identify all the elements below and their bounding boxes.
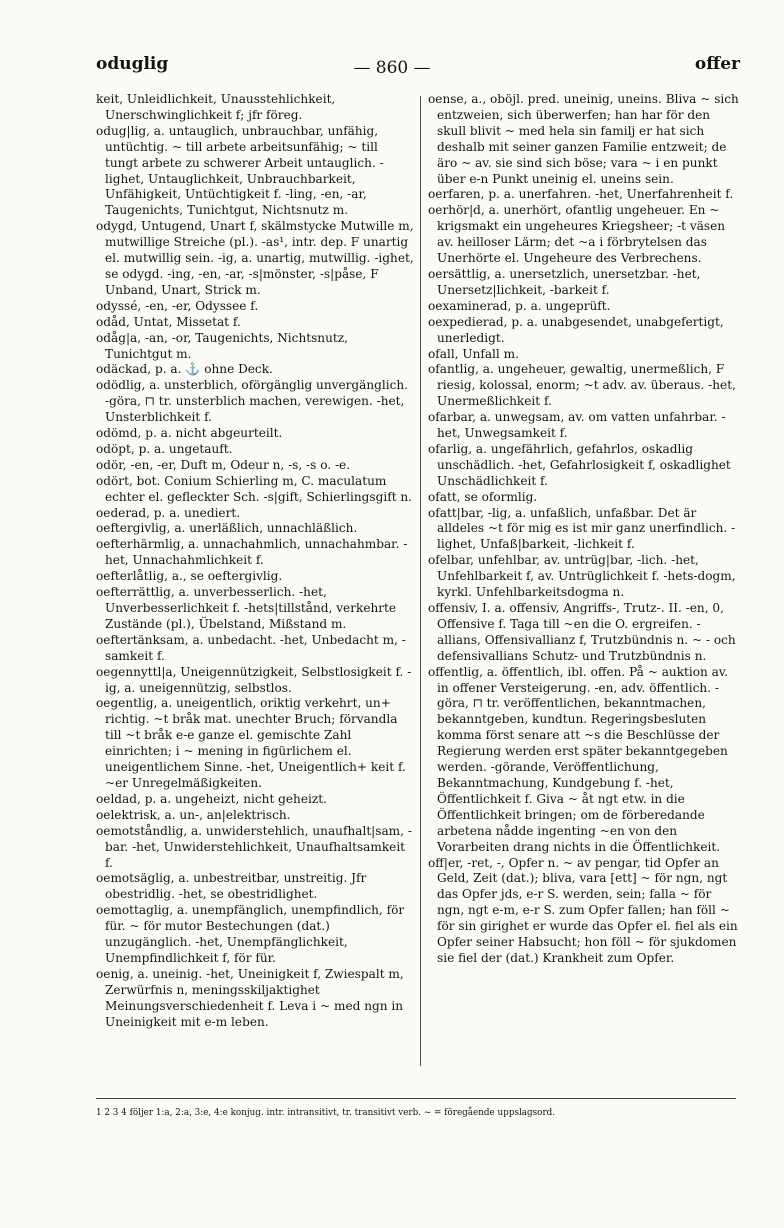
dictionary-entry: odöpt, p. a. ungetauft.	[96, 441, 233, 456]
dictionary-entry: oexaminerad, p. a. ungeprüft.	[428, 298, 611, 313]
dictionary-entry: odåd, Untat, Missetat f.	[96, 314, 241, 329]
dictionary-entry: ofatt|bar, -lig, a. unfaßlich, unfaßbar. Det är alldeles ~t för mig es ist mir ganz unerfindlich. -lighet, Unfaß|barkeit, -lichkeit f.	[428, 505, 736, 552]
dictionary-entry: oersättlig, a. unersetzlich, unersetzbar. -het, Unersetz|lichkeit, -barkeit f.	[428, 266, 701, 297]
dictionary-entry: ofarbar, a. unwegsam, av. om vatten unfahrbar. -het, Unwegsamkeit f.	[428, 410, 726, 441]
dictionary-entry: odåg|a, -an, -or, Taugenichts, Nichtsnutz, Tunichtgut m.	[96, 330, 348, 361]
dictionary-entry: oeldad, p. a. ungeheizt, nicht geheizt.	[96, 791, 327, 806]
dictionary-entry: ofelbar, unfehlbar, av. untrüg|bar, -lich. -het, Unfehlbarkeit f, av. Untrüglichkeit f. -hets-dogm, kyrkl. Unfehlbarkeitsdogma n.	[428, 553, 736, 600]
dictionary-entry: odört, bot. Conium Schierling m, C. maculatum echter el. gefleckter Sch. -s|gift, Schierlingsgift n.	[96, 473, 413, 504]
dictionary-entry: oefterrättlig, a. unverbesserlich. -het, Unverbesserlichkeit f. -hets|tillstånd, verkehrte Zustände (pl.), Übelstand, Mißstand m.	[96, 585, 397, 631]
dictionary-entry: ofall, Unfall m.	[428, 346, 519, 361]
dictionary-entry: oelektrisk, a. un-, an|elektrisch.	[96, 807, 291, 822]
dictionary-entry: ofantlig, a. ungeheuer, gewaltig, unermeßlich, F riesig, kolossal, enorm; ~t adv. av. überaus. -het, Unermeßlichkeit f.	[428, 362, 736, 409]
dictionary-entry: oegennyttl|a, Uneigennützigkeit, Selbstlosigkeit f. -ig, a. uneigennützig, selbstlos.	[96, 664, 412, 695]
dictionary-entry: oeftertänksam, a. unbedacht. -het, Unbedacht m, -samkeit f.	[96, 632, 406, 663]
dictionary-entry: keit, Unleidlichkeit, Unausstehlichkeit, Unerschwinglichkeit f; jfr föreg.	[96, 92, 336, 122]
dictionary-entry: offensiv, I. a. offensiv, Angriffs-, Trutz-. II. -en, 0, Offensive f. Taga till ~en die O. ergreifen. -allians, Offensivallianz f, Trutzbündnis n. ~ - och defensivallians Schutz- und Trutzbündnis n.	[428, 601, 736, 663]
dictionary-entry: oexpedierad, p. a. unabgesendet, unabgefertigt, unerledigt.	[428, 314, 724, 345]
dictionary-entry: oense, a., oböjl. pred. uneinig, uneins. Bliva ~ sich entzweien, sich überwerfen; han har för den skull blivit ~ med hela sin familj er hat sich deshalb mit seiner ganzen Familie entzweit; de äro ~ av. sie sind sich böse; vara ~ i en punkt über e-n Punkt uneinig el. uneins sein.	[428, 92, 739, 186]
dictionary-entry: odyssé, -en, -er, Odyssee f.	[96, 298, 259, 313]
right-column	[428, 92, 742, 967]
dictionary-entry: oederad, p. a. unediert.	[96, 505, 241, 520]
running-head-right: offer	[694, 54, 740, 74]
dictionary-entry: oefterlåtlig, a., se oeftergivlig.	[96, 569, 283, 584]
running-head-left: oduglig	[96, 54, 169, 74]
dictionary-entry: oerhör|d, a. unerhört, ofantlig ungeheuer. En ~ krigsmakt ein ungeheures Kriegsheer; -t väsen av. heilloser Lärm; det ~a i förbrytelsen das Unerhörte el. Ungeheure des Verbrechens.	[428, 203, 726, 266]
dictionary-entry: oemotståndlig, a. unwiderstehlich, unaufhalt|sam, -bar. -het, Unwiderstehlichkeit, Unaufhaltsamkeit f.	[96, 823, 412, 870]
dictionary-entry: oerfaren, p. a. unerfahren. -het, Unerfahrenheit f.	[428, 187, 734, 202]
left-column	[96, 92, 414, 1030]
dictionary-entry: oeftergivlig, a. unerläßlich, unnachläßlich.	[96, 521, 358, 536]
dictionary-entry: odömd, p. a. nicht abgeurteilt.	[96, 426, 283, 441]
dictionary-entry: offentlig, a. öffentlich, ibl. offen. På ~ auktion av. in offener Versteigerung. -en, adv. öffentlich. -göra, ⊓ tr. veröffentlichen, bekanntmachen, bekanntgeben, kundtun. Regeringsbesluten komma först senare att ~s die Beschlüsse der Regierung werden erst später bekanntgegeben werden. -görande, Veröffentlichung, Bekanntmachung, Kundgebung f. -het, Öffentlichkeit f. Giva ~ åt ngt etw. in die Öffentlichkeit bringen; om de förberedande arbetena nådde ingenting ~en von den Vorarbeiten drang nichts in die Öffentlichkeit.	[428, 664, 729, 854]
dictionary-entry: oemotsäglig, a. unbestreitbar, unstreitig. Jfr obestridlig. -het, se obestridlighet.	[96, 871, 367, 902]
dictionary-entry: off|er, -ret, -, Opfer n. ~ av pengar, tid Opfer an Geld, Zeit (dat.); bliva, vara [ett] ~ för ngn, ngt das Opfer jds, e-r S. werden, sein; falla ~ för ngn, ngt e-m, e-r S. zum Opfer fallen; han föll ~ för sin girighet er wurde das Opfer el. fiel als ein Opfer seiner Habsucht; hon föll ~ för sjukdomen sie fiel der (dat.) Krankheit zum Opfer.	[428, 855, 738, 965]
dictionary-entry: ofarlig, a. ungefährlich, gefahrlos, oskadlig unschädlich. -het, Gefahrlosigkeit f, oskadlighet Unschädlichkeit f.	[428, 441, 731, 488]
dictionary-entry: oegentlig, a. uneigentlich, oriktig verkehrt, un+ richtig. ~t bråk mat. unechter Bruch; förvandla till ~t bråk e-e ganze el. gemischte Zahl einrichten; i ~ mening in figürlichem el. uneigentlichem Sinne. -het, Uneigentlich+ keit f. ~er Unregelmäßigkeiten.	[96, 696, 406, 790]
page-number: — 860 —	[353, 58, 431, 78]
footnote-rule	[96, 1098, 736, 1099]
dictionary-entry: oenig, a. uneinig. -het, Uneinigkeit f, Zwiespalt m, Zerwürfnis n, meningsskiljaktighet Meinungsverschiedenheit f. Leva i ~ med ngn in Uneinigkeit mit e-m leben.	[96, 966, 404, 1029]
dictionary-entry: oemottaglig, a. unempfänglich, unempfindlich, för für. ~ för mutor Bestechungen (dat.) unzugänglich. -het, Unempfänglichkeit, Unempfindlichkeit f, för für.	[96, 903, 405, 965]
dictionary-entry: odygd, Untugend, Unart f, skälmstycke Mutwille m, mutwillige Streiche (pl.). -as¹, intr. dep. F unartig el. mutwillig sein. -ig, a. unartig, mutwillig. -ighet, se odygd. -ing, -en, -ar, -s|mönster, -s|påse, F Unband, Unart, Strick m.	[96, 219, 414, 297]
dictionary-entry: odäckad, p. a. ⚓ ohne Deck.	[96, 362, 273, 377]
dictionary-entry: odug|lig, a. untauglich, unbrauchbar, unfähig, untüchtig. ~ till arbete arbeitsunfähig; ~ till tungt arbete zu schwerer Arbeit untauglich. -lighet, Untauglichkeit, Unbrauchbarkeit, Unfähigkeit, Untüchtigkeit f. -ling, -en, -ar, Taugenichts, Tunichtgut, Nichtsnutz m.	[96, 123, 384, 218]
footnote: 1 2 3 4 följer 1:a, 2:a, 3:e, 4:e konjug. intr. intransitivt, tr. transitivt verb. ~ = föregående uppslagsord.	[96, 1108, 556, 1118]
column-divider	[420, 96, 421, 1066]
dictionary-entry: ofatt, se oformlig.	[428, 489, 538, 504]
dictionary-entry: odödlig, a. unsterblich, oförgänglig unvergänglich. -göra, ⊓ tr. unsterblich machen, verewigen. -het, Unsterblichkeit f.	[96, 378, 409, 425]
dictionary-entry: odör, -en, -er, Duft m, Odeur n, -s, -s o. -e.	[96, 457, 351, 472]
dictionary-entry: oefterhärmlig, a. unnachahmlich, unnachahmbar. -het, Unnachahmlichkeit f.	[96, 537, 408, 568]
